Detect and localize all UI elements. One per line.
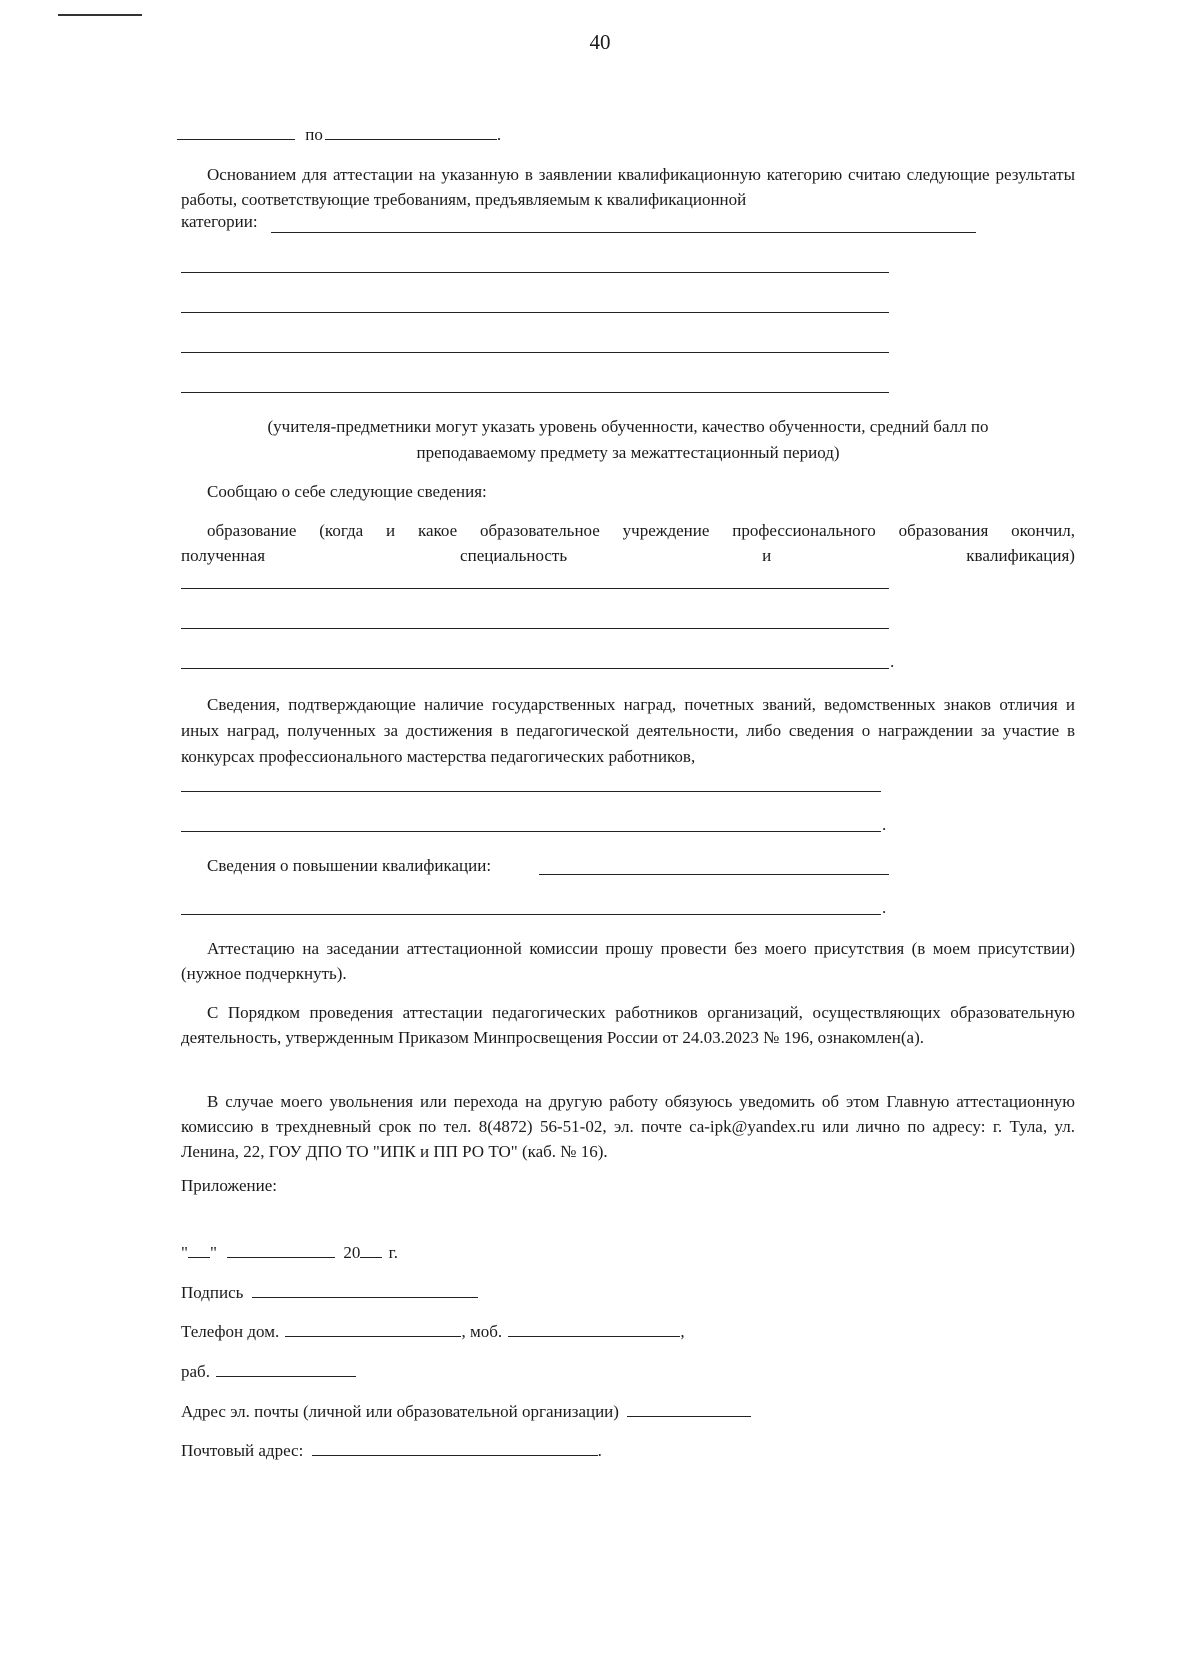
education-word-4: квалификация) — [966, 546, 1075, 565]
awards-field-line-1[interactable] — [181, 791, 881, 792]
basis-label-line — [181, 212, 258, 232]
teachers-note-line-2: преподаваемому предмету за межаттестационный период) — [416, 443, 840, 462]
basis-field-line-5[interactable] — [181, 392, 889, 393]
basis-field-line-2[interactable] — [181, 272, 889, 273]
signature-label: Подпись — [181, 1283, 244, 1302]
date-year-suffix: г. — [388, 1243, 398, 1262]
education-word-1: полученная — [181, 546, 266, 565]
period-line — [177, 123, 501, 145]
basis-field-line-3[interactable] — [181, 312, 889, 313]
postal-label: Почтовый адрес: — [181, 1441, 304, 1460]
basis-paragraph — [181, 162, 1075, 212]
period-start-field[interactable] — [177, 123, 295, 140]
awards-end-dot: . — [882, 815, 887, 834]
signature-line — [181, 1281, 478, 1303]
attestation-presence-text: Аттестацию на заседании аттестационной комиссии прошу провести без моего присутствия (в моем присутствии) (нужное подчеркнуть). — [181, 939, 1075, 983]
basis-text: Основанием для аттестации на указанную в заявлении квалификационную категорию считаю следующие результаты работы, соответствующие требованиям, предъявляемым к квалификационной — [181, 165, 1075, 209]
period-separator: по — [305, 125, 323, 144]
education-field-line-1[interactable] — [181, 588, 889, 589]
postal-end: . — [597, 1441, 602, 1460]
home-phone-field[interactable] — [285, 1320, 461, 1337]
awards-text: Сведения, подтверждающие наличие государственных наград, почетных званий, ведомственных знаков отличия и иных наград, полученных за достижения в педагогической деятельности, либо сведения о награждении за участие в конкурсах профессионального мастерства педагогических работников, — [181, 695, 1075, 766]
postal-field[interactable] — [312, 1439, 598, 1456]
education-end-dot: . — [890, 652, 895, 671]
home-phone-label: Телефон дом. — [181, 1322, 280, 1341]
education-line-1 — [207, 521, 1075, 541]
about-intro: Сообщаю о себе следующие сведения: — [207, 482, 487, 501]
qualification-field-line-1[interactable] — [539, 874, 889, 875]
date-quote-open: " — [181, 1243, 188, 1262]
education-text: образование (когда и какое образовательное учреждение профессионального образования окончил, — [207, 521, 1075, 540]
work-phone-field[interactable] — [216, 1360, 356, 1377]
education-word-3: и — [762, 546, 772, 565]
period-end-field[interactable] — [325, 123, 497, 140]
basis-field-line-1[interactable] — [271, 232, 976, 233]
mobile-label: , моб. — [461, 1322, 503, 1341]
postal-line — [181, 1439, 602, 1461]
procedure-paragraph — [181, 1000, 1075, 1050]
email-label: Адрес эл. почты (личной или образовательной организации) — [181, 1402, 619, 1421]
period-end-dot: . — [496, 125, 502, 144]
education-field-line-3[interactable] — [181, 668, 889, 669]
date-month-field[interactable] — [227, 1241, 335, 1258]
mobile-phone-field[interactable] — [508, 1320, 680, 1337]
work-phone-label: раб. — [181, 1362, 210, 1381]
education-line-2 — [181, 546, 1075, 566]
signature-field[interactable] — [252, 1281, 478, 1298]
qualification-label: Сведения о повышении квалификации: — [207, 856, 492, 875]
work-phone-line — [181, 1360, 356, 1382]
teachers-note — [181, 414, 1075, 466]
date-line — [181, 1241, 398, 1263]
date-day-field[interactable] — [188, 1241, 210, 1258]
dismissal-paragraph — [181, 1089, 1075, 1164]
education-word-2: специальность — [460, 546, 568, 565]
qualification-line — [207, 856, 491, 876]
page-number: 40 — [589, 30, 611, 54]
teachers-note-line-1: (учителя-предметники могут указать уровень обученности, качество обученности, средний балл по — [267, 417, 989, 436]
attestation-presence-paragraph — [181, 936, 1075, 986]
phone-line — [181, 1320, 685, 1342]
basis-field-line-4[interactable] — [181, 352, 889, 353]
education-field-line-2[interactable] — [181, 628, 889, 629]
email-line — [181, 1400, 751, 1422]
procedure-text: С Порядком проведения аттестации педагогических работников организаций, осуществляющих образовательную деятельность, утвержденным Приказом Минпросвещения России от 24.03.2023 № 196, ознакомлен(а). — [181, 1003, 1075, 1047]
page-corner-mark — [58, 14, 142, 16]
qualification-end-dot: . — [882, 898, 887, 917]
date-year-field[interactable] — [360, 1241, 382, 1258]
attachment-label: Приложение: — [181, 1176, 277, 1195]
mobile-end: , — [680, 1322, 685, 1341]
qualification-field-line-2[interactable] — [181, 914, 881, 915]
awards-field-line-2[interactable] — [181, 831, 881, 832]
dismissal-text: В случае моего увольнения или перехода на другую работу обязуюсь уведомить об этом Главную аттестационную комиссию в трехдневный срок по тел. 8(4872) 56-51-02, эл. почте ca-ipk@yandex.ru или лично по адресу: г. Тула, ул. Ленина, 22, ГОУ ДПО ТО "ИПК и ПП РО ТО" (каб. № 16). — [181, 1092, 1075, 1161]
date-year-prefix: 20 — [343, 1243, 361, 1262]
awards-paragraph — [181, 692, 1075, 770]
basis-label: категории: — [181, 212, 258, 231]
date-quote-close: " — [209, 1243, 217, 1262]
email-field[interactable] — [627, 1400, 751, 1417]
